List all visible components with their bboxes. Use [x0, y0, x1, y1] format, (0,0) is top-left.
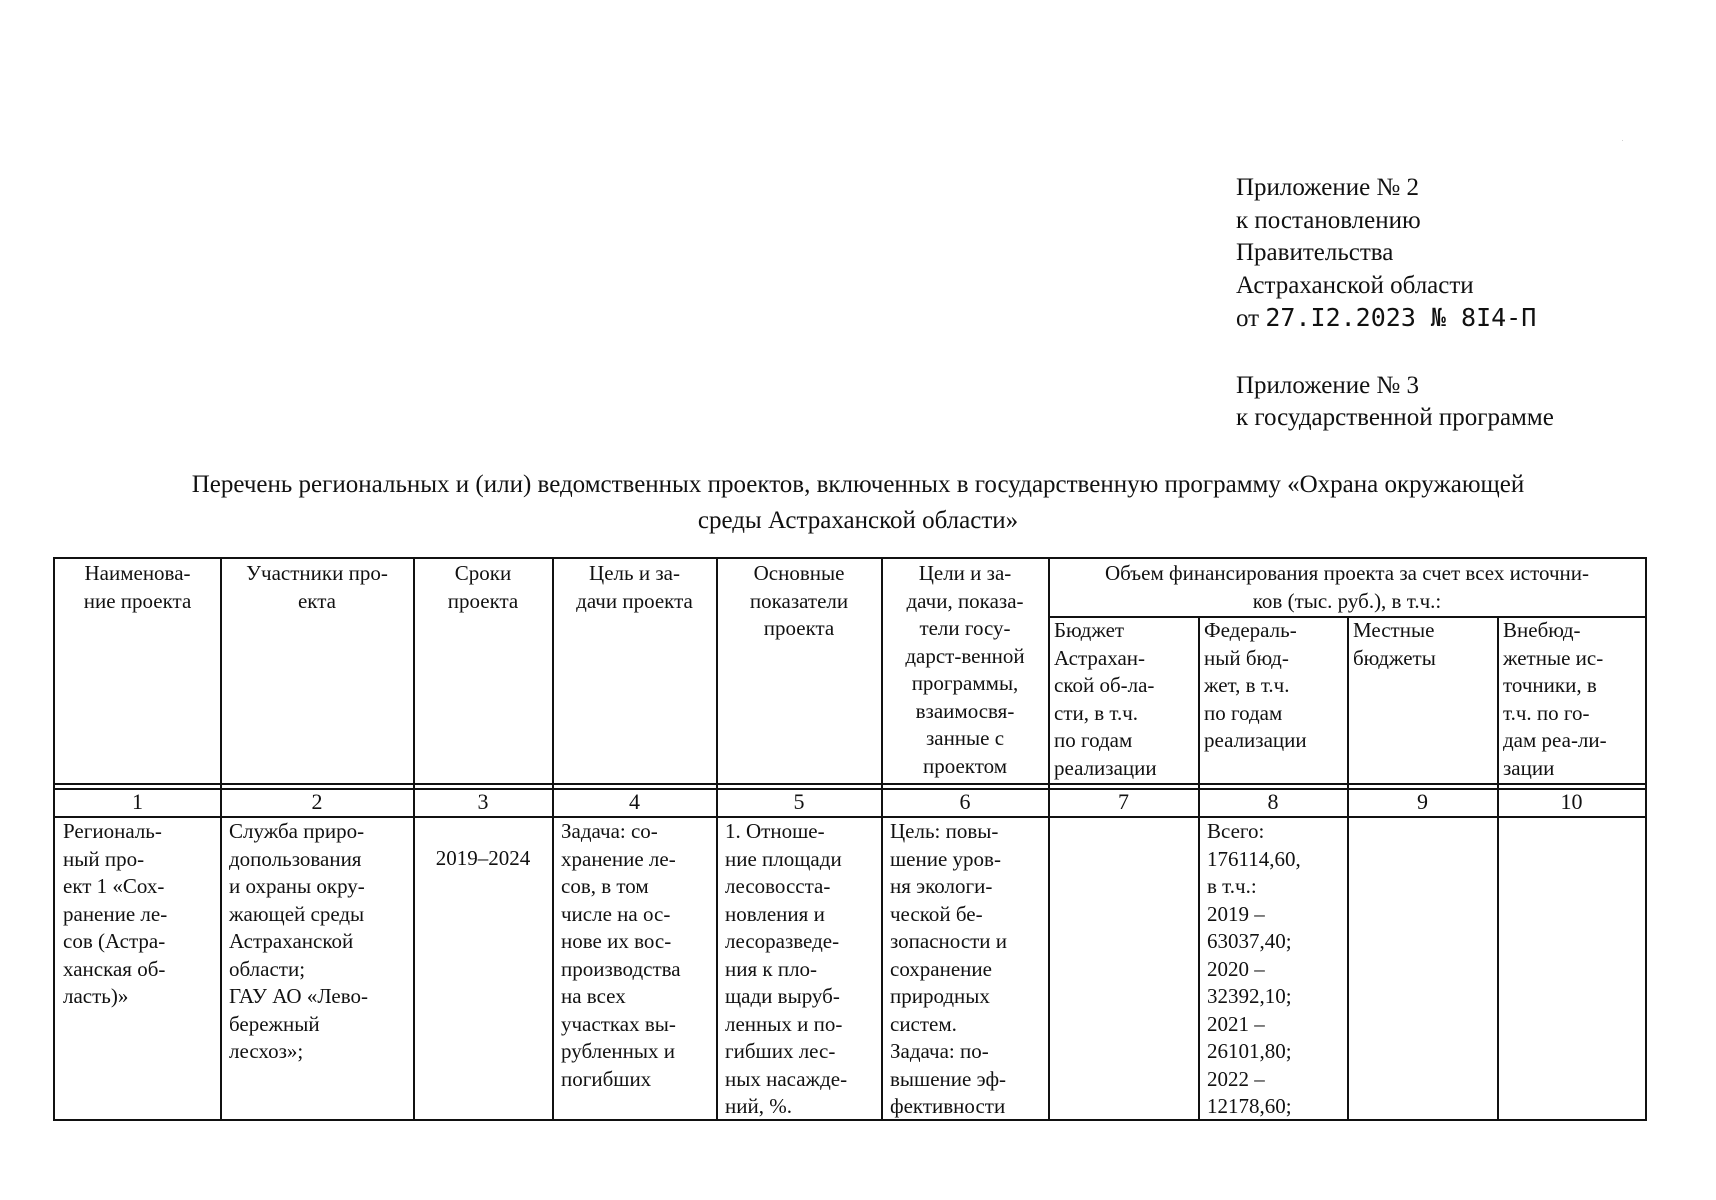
header-program-goals: Цели и за- дачи, показа- тели госу- дарст-венной программы, взаимосвя- занные с проектом [905, 561, 1025, 778]
annex2-line-1: Приложение № 3 [1236, 372, 1420, 399]
annex-line-3: Правительства [1236, 239, 1394, 266]
document-title-line-1: Перечень региональных и (или) ведомственных проектов, включенных в государственную программу «Охрана окружающей [191, 471, 1525, 498]
annex-header-secondary [1236, 370, 1554, 434]
header-goals: Цель и за- дачи проекта [576, 561, 693, 613]
row1-project-name: Региональ- ный про- ект 1 «Сох- ранение ле- сов (Астра- ханская об- ласть)» [63, 819, 168, 1008]
header-terms: Сроки проекта [447, 561, 519, 613]
document-title-line-2: среды Астраханской области» [697, 507, 1019, 534]
row1-goals: Задача: со- хранение ле- сов, в том числе на ос- нове их вос- производства на всех участках вы- рубленных и погибших [561, 819, 681, 1091]
row1-federal-budget: Всего: 176114,60, в т.ч.: 2019 – 63037,40; 2020 – 32392,10; 2021 – 26101,80; 2022 – 12178,60; [1207, 819, 1301, 1118]
col-number-7: 7 [1118, 789, 1129, 814]
annex-header [1236, 172, 1536, 336]
annex-line-2: к постановлению [1236, 206, 1421, 234]
col-number-8: 8 [1267, 789, 1279, 814]
header-indicators: Основные показатели проекта [749, 561, 849, 640]
row1-program-goals: Цель: повы- шение уров- ня экологи- ческой бе- зопасности и сохранение природных систем. Задача: по- вышение эф- фективности [890, 819, 1008, 1118]
annex-date-line [1236, 302, 1536, 336]
document-title [60, 467, 1656, 539]
annex2-line-2: к государственной программе [1236, 404, 1554, 431]
col-number-4: 4 [629, 789, 640, 814]
header-financing-group: Объем финансирования проекта за счет всех источни- ков (тыс. руб.), в т.ч.: [1104, 561, 1590, 613]
header-extrabudgetary: Внебюд- жетные ис- точники, в т.ч. по го- дам реа-ли- зации [1503, 618, 1607, 780]
header-project-name: Наименова- ние проекта [83, 561, 192, 613]
row1-terms: 2019–2024 [435, 846, 531, 870]
scan-speck [1622, 140, 1623, 141]
header-bottom-line [55, 783, 1645, 785]
annex-line-1: Приложение № 2 [1236, 174, 1420, 201]
col-number-5: 5 [793, 789, 805, 814]
projects-table [53, 557, 1647, 1121]
row1-local-budgets [1348, 818, 1497, 1118]
row1-extrabudgetary [1498, 818, 1645, 1118]
annex-line-4: Астраханской области [1236, 271, 1474, 299]
col-number-1: 1 [132, 789, 143, 814]
row1-participants: Служба приро- допользования и охраны окру- жающей среды Астраханской области; ГАУ АО «Лево- бережный лесхоз»; [229, 819, 369, 1063]
header-regional-budget: Бюджет Астрахан- ской об-ла- сти, в т.ч. по годам реализации [1054, 618, 1157, 780]
row1-indicators: 1. Отноше- ние площади лесовосста- новления и лесоразведе- ния к пло- щади выруб- ленных и по- гибших лес- ных насажде- ний, %. [725, 819, 848, 1118]
annex-date-prefix: от [1236, 305, 1260, 332]
header-local-budgets: Местные бюджеты [1353, 618, 1436, 670]
col-number-3: 3 [477, 789, 489, 814]
col-number-6: 6 [959, 789, 971, 814]
header-participants: Участники про- екта [246, 561, 388, 613]
header-federal-budget: Федераль- ный бюд- жет, в т.ч. по годам реализации [1204, 618, 1307, 752]
annex-date-stamp: 27.I2.2023 № 8I4-П [1265, 303, 1537, 332]
col-number-10: 10 [1560, 789, 1583, 814]
col-number-9: 9 [1417, 789, 1428, 814]
col-number-2: 2 [311, 789, 323, 814]
row1-regional-budget [1049, 818, 1198, 1118]
